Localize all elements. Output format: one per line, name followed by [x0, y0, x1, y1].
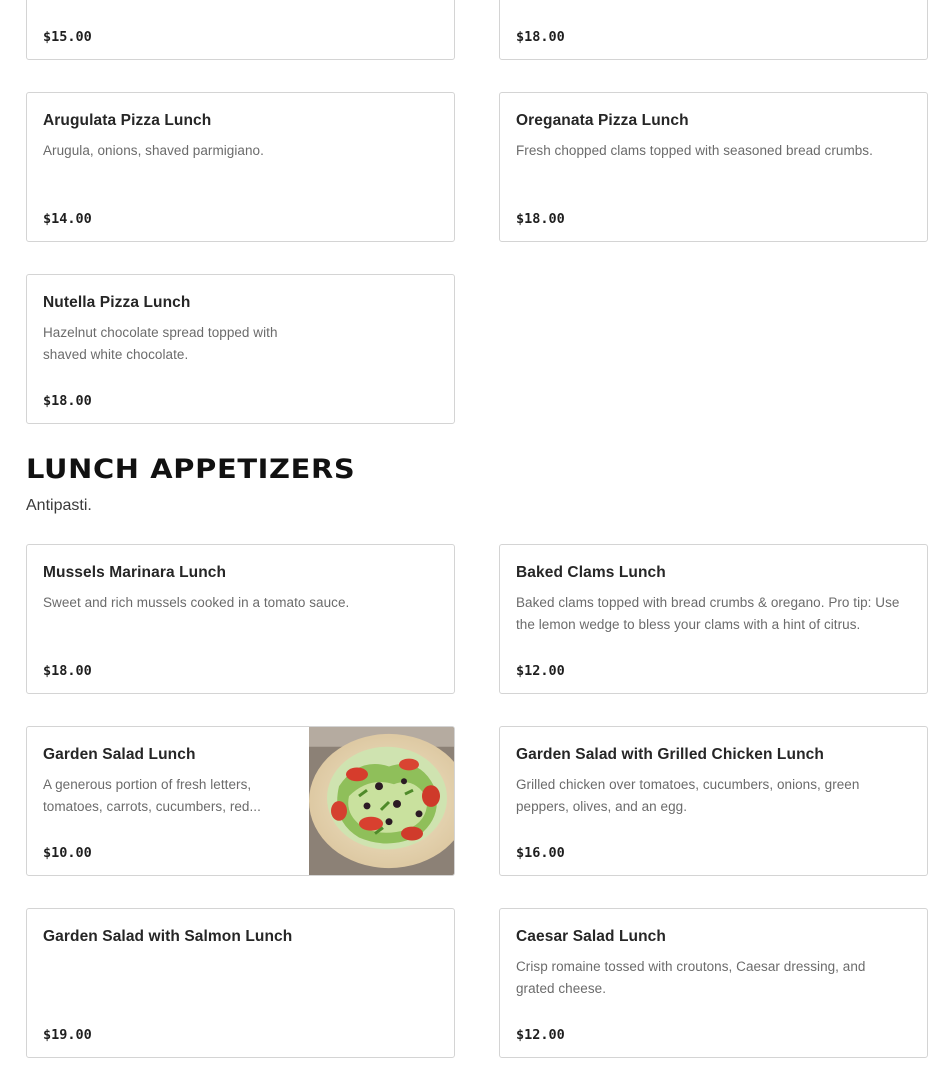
item-price: $18.00: [516, 29, 565, 45]
item-description: Hazelnut chocolate spread topped with shaved white chocolate.: [43, 325, 278, 362]
item-description: Arugula, onions, shaved parmigiano.: [43, 143, 264, 158]
menu-item-card[interactable]: [26, 92, 455, 242]
section-title: LUNCH APPETIZERS: [26, 454, 356, 485]
item-price: $19.00: [43, 1027, 92, 1043]
item-price: $18.00: [43, 663, 92, 679]
item-name: Garden Salad with Grilled Chicken Lunch: [516, 746, 824, 763]
item-name: Oreganata Pizza Lunch: [516, 112, 689, 129]
garden-salad-photo: [309, 727, 454, 875]
item-price: $15.00: [43, 29, 92, 45]
menu-item-card[interactable]: [26, 274, 455, 424]
item-name: Caesar Salad Lunch: [516, 928, 666, 945]
menu-item-card[interactable]: [499, 0, 928, 60]
item-price: $18.00: [43, 393, 92, 409]
item-price: $16.00: [516, 845, 565, 861]
item-description: Grilled chicken over tomatoes, cucumbers, onions, green peppers, olives, and an egg.: [516, 777, 860, 814]
item-price: $10.00: [43, 845, 92, 861]
item-name: Nutella Pizza Lunch: [43, 294, 191, 311]
menu-item-card[interactable]: [499, 908, 928, 1058]
item-name: Baked Clams Lunch: [516, 564, 666, 581]
section-subtitle: Antipasti.: [26, 497, 92, 514]
menu-item-card[interactable]: [26, 0, 455, 60]
item-description: A generous portion of fresh letters, tomatoes, carrots, cucumbers, red...: [43, 777, 261, 814]
item-name: Mussels Marinara Lunch: [43, 564, 227, 581]
item-description: Baked clams topped with bread crumbs & oregano. Pro tip: Use the lemon wedge to bless your clams with a hint of citrus.: [516, 595, 900, 632]
item-price: $12.00: [516, 1027, 565, 1043]
menu-item-card[interactable]: [26, 544, 455, 694]
item-description: Sweet and rich mussels cooked in a tomato sauce.: [43, 595, 350, 610]
item-price: $18.00: [516, 211, 565, 227]
menu-item-card[interactable]: [499, 92, 928, 242]
menu-item-card[interactable]: [499, 726, 928, 876]
item-name: Arugulata Pizza Lunch: [43, 112, 212, 129]
item-description: Fresh chopped clams topped with seasoned bread crumbs.: [516, 143, 873, 158]
item-name: Garden Salad Lunch: [43, 746, 196, 763]
item-price: $14.00: [43, 211, 92, 227]
menu-item-card[interactable]: [26, 726, 455, 876]
menu-item-card[interactable]: [499, 544, 928, 694]
menu-item-card[interactable]: [26, 908, 455, 1058]
item-name: Garden Salad with Salmon Lunch: [43, 928, 293, 945]
item-description: Crisp romaine tossed with croutons, Caesar dressing, and grated cheese.: [516, 959, 866, 996]
item-price: $12.00: [516, 663, 565, 679]
